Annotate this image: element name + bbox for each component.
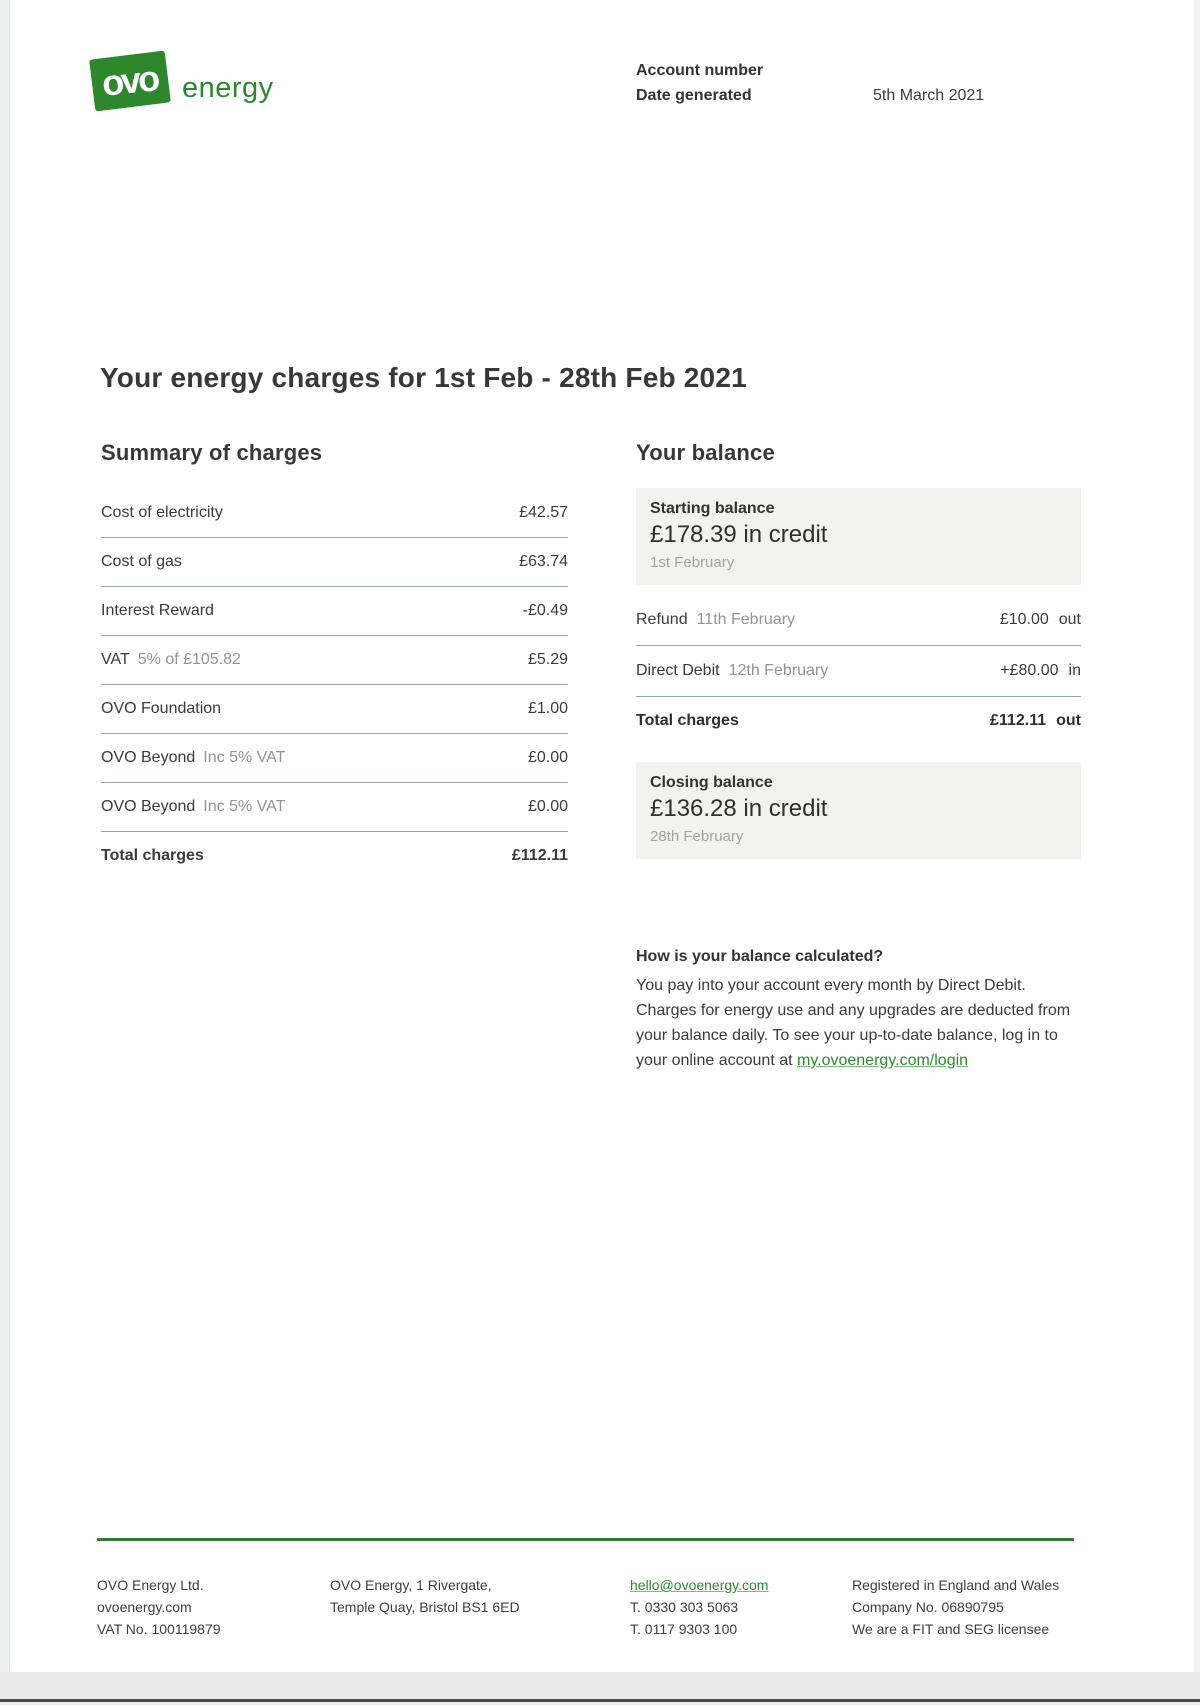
summary-heading: Summary of charges	[101, 440, 323, 465]
row-value: £42.57	[519, 504, 568, 521]
transaction-direction: in	[1068, 662, 1081, 679]
row-note: 5% of £105.82	[137, 651, 241, 668]
transaction-row	[636, 595, 1081, 646]
ovo-logo-mark-icon	[89, 51, 171, 112]
balance-total-direction: out	[1056, 712, 1081, 729]
table-row	[101, 587, 568, 636]
row-label: VAT	[101, 651, 130, 668]
balance-total-label: Total charges	[636, 712, 739, 729]
starting-balance-amount: £178.39 in credit	[650, 521, 828, 548]
balance-explainer	[636, 948, 1081, 1073]
balance-transactions	[636, 595, 1081, 745]
explainer-text: You pay into your account every month by Direct Debit. Charges for energy use and any upgrades are deducted from your balance daily. To see your up-to-date balance, log in to your online account at	[636, 977, 1071, 1069]
footer-email-link[interactable]: hello@ovoenergy.com	[630, 1577, 769, 1593]
footer-registration-line: We are a FIT and SEG licensee	[852, 1621, 1050, 1637]
footer-registration-column	[852, 1574, 1059, 1640]
row-label: OVO Foundation	[101, 700, 222, 717]
ovo-energy-logo	[92, 55, 274, 107]
total-charges-label: Total charges	[101, 847, 204, 864]
viewer-bottom-line	[0, 1699, 1200, 1702]
footer-phone: T. 0330 303 5063	[630, 1599, 739, 1615]
row-note: Inc 5% VAT	[203, 798, 286, 815]
row-label: Cost of gas	[101, 553, 182, 570]
your-balance-section	[636, 440, 1081, 1073]
account-number-label: Account number	[636, 61, 764, 79]
table-row	[101, 685, 568, 734]
transaction-amount: +£80.00	[1000, 662, 1059, 679]
footer-company-name: OVO Energy Ltd.	[97, 1577, 204, 1593]
row-label: OVO Beyond	[101, 749, 196, 766]
transaction-row	[636, 646, 1081, 697]
table-row	[101, 538, 568, 587]
closing-balance-amount: £136.28 in credit	[650, 795, 828, 822]
page-title: Your energy charges for 1st Feb - 28th Feb 2021	[100, 362, 747, 393]
account-number-row	[636, 58, 1080, 83]
footer-address-line: OVO Energy, 1 Rivergate,	[330, 1577, 492, 1593]
starting-balance-date: 1st February	[650, 554, 735, 571]
footer-divider	[97, 1538, 1074, 1541]
row-value: £0.00	[527, 749, 568, 766]
bill-meta	[636, 58, 1080, 108]
row-value: £0.00	[527, 798, 568, 815]
footer-registration-line: Registered in England and Wales	[852, 1577, 1060, 1593]
total-charges-row	[101, 832, 568, 880]
date-generated-row	[636, 83, 1080, 108]
transaction-label: Refund	[636, 611, 688, 628]
footer-vat-number: VAT No. 100119879	[97, 1621, 221, 1637]
online-account-link[interactable]: my.ovoenergy.com/login	[797, 1052, 969, 1069]
transaction-direction: out	[1058, 611, 1081, 628]
row-value: -£0.49	[522, 602, 568, 619]
transaction-date: 12th February	[728, 662, 829, 679]
table-row	[101, 636, 568, 685]
transaction-amount: £10.00	[999, 611, 1049, 628]
balance-heading: Your balance	[636, 440, 775, 465]
row-note: Inc 5% VAT	[203, 749, 286, 766]
footer-contact-column	[630, 1574, 768, 1640]
footer-address-column	[330, 1574, 520, 1618]
transaction-label: Direct Debit	[636, 662, 720, 679]
row-label: OVO Beyond	[101, 798, 196, 815]
transaction-date: 11th February	[696, 611, 796, 628]
viewer-bottom-bar	[0, 1672, 1200, 1705]
row-value: £1.00	[527, 700, 568, 717]
ovo-logo-energy-text: energy	[182, 71, 274, 104]
row-value: £63.74	[519, 553, 568, 570]
date-generated-label: Date generated	[636, 86, 752, 104]
footer-phone: T. 0117 9303 100	[630, 1621, 738, 1637]
table-row	[101, 783, 568, 832]
closing-balance-label: Closing balance	[650, 774, 773, 791]
row-label: Interest Reward	[101, 602, 214, 619]
closing-balance-date: 28th February	[650, 828, 744, 845]
footer-registration-line: Company No. 06890795	[852, 1599, 1004, 1615]
summary-of-charges-section	[101, 440, 568, 880]
closing-balance-box	[636, 762, 1081, 859]
row-value: £5.29	[527, 651, 568, 668]
footer-company-website: ovoenergy.com	[97, 1599, 192, 1615]
ovo-logo-word: ovo	[100, 57, 160, 104]
page-right-edge	[1194, 0, 1200, 1705]
row-label: Cost of electricity	[101, 504, 223, 521]
balance-total-row	[636, 697, 1081, 745]
charges-table	[101, 489, 568, 880]
starting-balance-label: Starting balance	[650, 500, 775, 517]
starting-balance-box	[636, 488, 1081, 585]
total-charges-value: £112.11	[511, 847, 568, 864]
footer-address-line: Temple Quay, Bristol BS1 6ED	[330, 1599, 520, 1615]
explainer-heading: How is your balance calculated?	[636, 948, 884, 965]
table-row	[101, 489, 568, 538]
footer-company-column	[97, 1574, 221, 1640]
page-left-edge	[0, 0, 10, 1705]
date-generated-value: 5th March 2021	[873, 86, 985, 104]
table-row	[101, 734, 568, 783]
explainer-body	[636, 973, 1081, 1073]
balance-total-amount: £112.11	[990, 712, 1047, 729]
